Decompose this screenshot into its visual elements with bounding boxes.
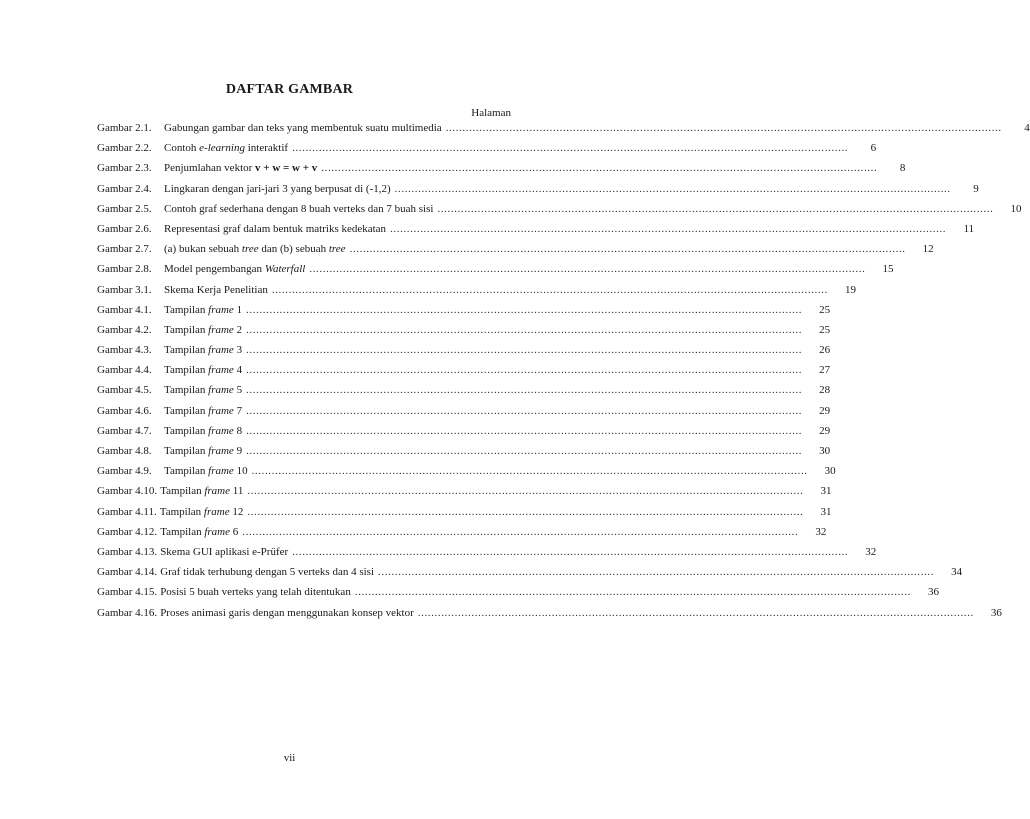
figure-entry <box>97 445 831 465</box>
figure-caption <box>164 162 317 174</box>
caption-text: Penjumlahan vektor <box>164 162 256 175</box>
figure-entry <box>97 344 831 364</box>
figure-caption <box>160 485 243 497</box>
figure-entry <box>97 263 894 283</box>
dot-leader <box>350 243 906 255</box>
dot-leader <box>418 607 974 619</box>
figure-number: Gambar 4.12. <box>97 525 158 538</box>
dot-leader <box>395 183 951 195</box>
page-column-header: Halaman <box>471 107 511 119</box>
figure-entry <box>97 364 831 384</box>
figure-entry <box>97 384 831 404</box>
caption-text: frame <box>208 445 234 457</box>
figure-page-number: 29 <box>819 424 831 437</box>
figure-page-number: 15 <box>882 263 894 276</box>
figure-caption <box>160 546 288 558</box>
dot-leader <box>246 384 802 396</box>
dot-leader <box>246 304 802 316</box>
caption-text: 11 <box>230 485 244 498</box>
figure-entry <box>97 566 963 586</box>
figure-page-number: 10 <box>1010 202 1022 215</box>
figure-number: Gambar 4.16. <box>97 606 158 619</box>
caption-text: Representasi graf dalam bentuk matriks kedekatan <box>164 222 387 235</box>
figure-number: Gambar 2.6. <box>97 222 152 235</box>
figure-page-number: 32 <box>865 545 877 558</box>
caption-text: Waterfall <box>264 263 306 276</box>
caption-text: v + w = w + v <box>255 162 318 175</box>
dot-leader <box>246 445 802 457</box>
caption-text: frame <box>208 323 234 336</box>
figure-number: Gambar 2.5. <box>97 202 152 215</box>
figure-page-number: 12 <box>922 243 934 256</box>
dot-leader <box>246 425 802 437</box>
caption-text: frame <box>208 364 234 377</box>
caption-text: Graf tidak terhubung dengan 5 verteks dan 4 sisi <box>160 566 375 579</box>
caption-text: 12 <box>229 505 244 518</box>
figure-caption <box>164 122 442 134</box>
figure-page-number: 6 <box>870 142 877 155</box>
caption-text: 3 <box>233 344 243 357</box>
caption-text: 2 <box>233 323 243 336</box>
figure-entry <box>97 202 1022 223</box>
caption-text: Model pengembangan <box>164 263 265 276</box>
caption-text: Tampilan <box>164 364 209 377</box>
figure-page-number: 8 <box>899 162 906 175</box>
page-title: DAFTAR GAMBAR <box>225 82 354 97</box>
figure-entry <box>97 303 831 324</box>
dot-leader <box>437 203 993 215</box>
figure-caption <box>160 506 244 518</box>
figure-number: Gambar 4.10. <box>97 485 158 498</box>
figure-entry <box>97 182 979 203</box>
caption-text: 7 <box>233 404 243 417</box>
caption-text: Skema GUI aplikasi e-Prüfer <box>160 545 289 558</box>
caption-text: Tampilan <box>160 525 205 538</box>
figure-number: Gambar 4.14. <box>97 566 158 579</box>
figure-caption <box>164 445 242 457</box>
figure-caption <box>164 304 242 316</box>
caption-text: frame <box>204 485 230 498</box>
figure-caption <box>164 364 242 376</box>
figure-page-number: 31 <box>820 505 832 518</box>
figure-caption <box>164 142 288 154</box>
caption-text: interaktif <box>244 142 289 155</box>
dot-leader <box>252 465 808 477</box>
dot-leader <box>272 284 828 296</box>
figure-entry <box>97 404 831 425</box>
figure-entry <box>97 323 831 344</box>
figure-page-number: 30 <box>819 445 831 457</box>
figure-number: Gambar 2.7. <box>97 243 152 256</box>
figure-caption <box>164 223 386 235</box>
caption-text: Tampilan <box>164 404 209 417</box>
figure-number: Gambar 4.6. <box>97 404 152 417</box>
caption-text: Posisi 5 buah verteks yang telah ditentukan <box>160 586 351 599</box>
caption-text: (a) bukan sebuah <box>164 243 242 256</box>
figure-page-number: 29 <box>819 404 831 417</box>
figure-number: Gambar 2.8. <box>97 263 152 276</box>
caption-text: Tampilan <box>164 424 209 437</box>
figure-page-number: 26 <box>819 344 831 357</box>
figure-entry <box>97 142 877 162</box>
figure-caption <box>160 586 351 598</box>
dot-leader <box>321 162 877 174</box>
dot-leader <box>309 263 865 275</box>
caption-text: 6 <box>230 525 239 538</box>
figure-page-number: 30 <box>824 465 836 478</box>
caption-text: 5 <box>233 384 243 397</box>
caption-text: frame <box>203 505 230 518</box>
figure-number: Gambar 4.7. <box>97 424 152 437</box>
caption-text: Tampilan <box>164 344 209 357</box>
caption-text: Tampilan <box>164 303 209 316</box>
figure-page-number: 25 <box>819 323 831 336</box>
dot-leader <box>446 122 1002 134</box>
figure-entry <box>97 465 836 485</box>
caption-text: 4 <box>233 364 243 377</box>
dot-leader <box>242 526 798 538</box>
figure-caption <box>164 465 248 477</box>
caption-text: frame <box>204 525 230 538</box>
caption-text: Contoh graf sederhana dengan 8 buah verteks dan 7 buah sisi <box>164 202 434 215</box>
figure-caption <box>160 526 238 538</box>
figure-list <box>97 122 1030 627</box>
caption-text: frame <box>208 384 234 397</box>
page-number-footer: vii <box>283 752 296 764</box>
figure-caption <box>164 183 391 195</box>
caption-text: 10 <box>233 465 248 478</box>
caption-text: Lingkaran dengan jari-jari 3 yang berpusat di (-1,2) <box>164 182 391 195</box>
figure-caption <box>160 607 414 619</box>
dot-leader <box>292 142 848 154</box>
figure-entry <box>97 162 906 182</box>
caption-text: frame <box>208 404 234 417</box>
caption-text: tree <box>328 243 346 256</box>
figure-page-number: 19 <box>844 283 856 296</box>
figure-number: Gambar 4.8. <box>97 445 152 457</box>
caption-text: frame <box>208 344 234 357</box>
figure-entry <box>97 424 831 445</box>
caption-text: Tampilan <box>159 505 204 518</box>
figure-entry <box>97 505 832 526</box>
dot-leader <box>390 223 946 235</box>
caption-text: e-learning <box>199 142 245 155</box>
figure-number: Gambar 3.1. <box>97 283 152 296</box>
figure-number: Gambar 4.1. <box>97 303 152 316</box>
caption-text: Tampilan <box>164 323 209 336</box>
figure-entry <box>97 545 877 566</box>
figure-number: Gambar 4.2. <box>97 323 152 336</box>
caption-text: frame <box>208 465 234 478</box>
figure-caption <box>164 203 433 215</box>
figure-caption <box>164 284 268 296</box>
figure-caption <box>164 405 242 417</box>
figure-entry <box>97 243 934 263</box>
caption-text: Skema Kerja Penelitian <box>164 283 268 296</box>
figure-page-number: 34 <box>951 566 963 579</box>
figure-page-number: 36 <box>990 606 1002 619</box>
figure-number: Gambar 2.4. <box>97 182 152 195</box>
figure-number: Gambar 4.5. <box>97 384 152 397</box>
figure-entry <box>97 485 832 505</box>
figure-number: Gambar 4.11. <box>97 505 157 518</box>
figure-caption <box>164 344 242 356</box>
caption-text: Contoh <box>164 142 200 155</box>
figure-caption <box>164 243 346 255</box>
figure-number: Gambar 4.4. <box>97 364 152 377</box>
figure-page-number: 28 <box>819 384 831 397</box>
figure-caption <box>160 566 374 578</box>
figure-page-number: 9 <box>973 182 979 195</box>
figure-page-number: 32 <box>815 525 827 538</box>
figure-entry <box>97 525 827 546</box>
caption-text: Tampilan <box>160 485 205 498</box>
figure-number: Gambar 4.3. <box>97 344 152 357</box>
caption-text: 9 <box>233 445 243 457</box>
figure-entry <box>97 283 856 304</box>
figure-page-number: 25 <box>819 303 831 316</box>
caption-text: 1 <box>233 303 243 316</box>
dot-leader <box>246 344 802 356</box>
figure-caption <box>164 324 242 336</box>
figure-number: Gambar 2.2. <box>97 142 152 155</box>
figure-entry <box>97 222 975 243</box>
caption-text: Proses animasi garis dengan menggunakan konsep vektor <box>160 606 414 619</box>
figure-number: Gambar 4.9. <box>97 465 152 478</box>
figure-caption <box>164 384 242 396</box>
dot-leader <box>378 566 934 578</box>
caption-text: frame <box>208 303 234 316</box>
figure-caption <box>164 425 242 437</box>
dot-leader <box>246 324 802 336</box>
figure-page-number: 36 <box>927 586 939 599</box>
figure-entry <box>97 606 1002 627</box>
figure-number: Gambar 2.3. <box>97 162 152 175</box>
caption-text: Gabungan gambar dan teks yang membentuk suatu multimedia <box>164 122 442 134</box>
figure-entry <box>97 586 939 606</box>
caption-text: 8 <box>233 424 243 437</box>
caption-text: tree <box>241 243 259 256</box>
caption-text: frame <box>208 424 234 437</box>
figure-page-number: 4 <box>1024 122 1030 134</box>
dot-leader <box>355 586 911 598</box>
figure-number: Gambar 2.1. <box>97 122 152 134</box>
figure-page-number: 11 <box>963 222 975 235</box>
figure-number: Gambar 4.15. <box>97 586 158 599</box>
dot-leader <box>246 405 802 417</box>
caption-text: Tampilan <box>164 445 209 457</box>
dot-leader <box>292 546 848 558</box>
caption-text: dan (b) sebuah <box>258 243 329 256</box>
dot-leader <box>247 506 803 518</box>
figure-caption <box>164 263 305 275</box>
figure-page-number: 31 <box>820 485 832 498</box>
dot-leader <box>246 364 802 376</box>
dot-leader <box>247 485 803 497</box>
figure-page-number: 27 <box>819 364 831 377</box>
caption-text: Tampilan <box>164 465 209 478</box>
figure-entry <box>97 122 1030 142</box>
caption-text: Tampilan <box>164 384 209 397</box>
figure-number: Gambar 4.13. <box>97 545 158 558</box>
